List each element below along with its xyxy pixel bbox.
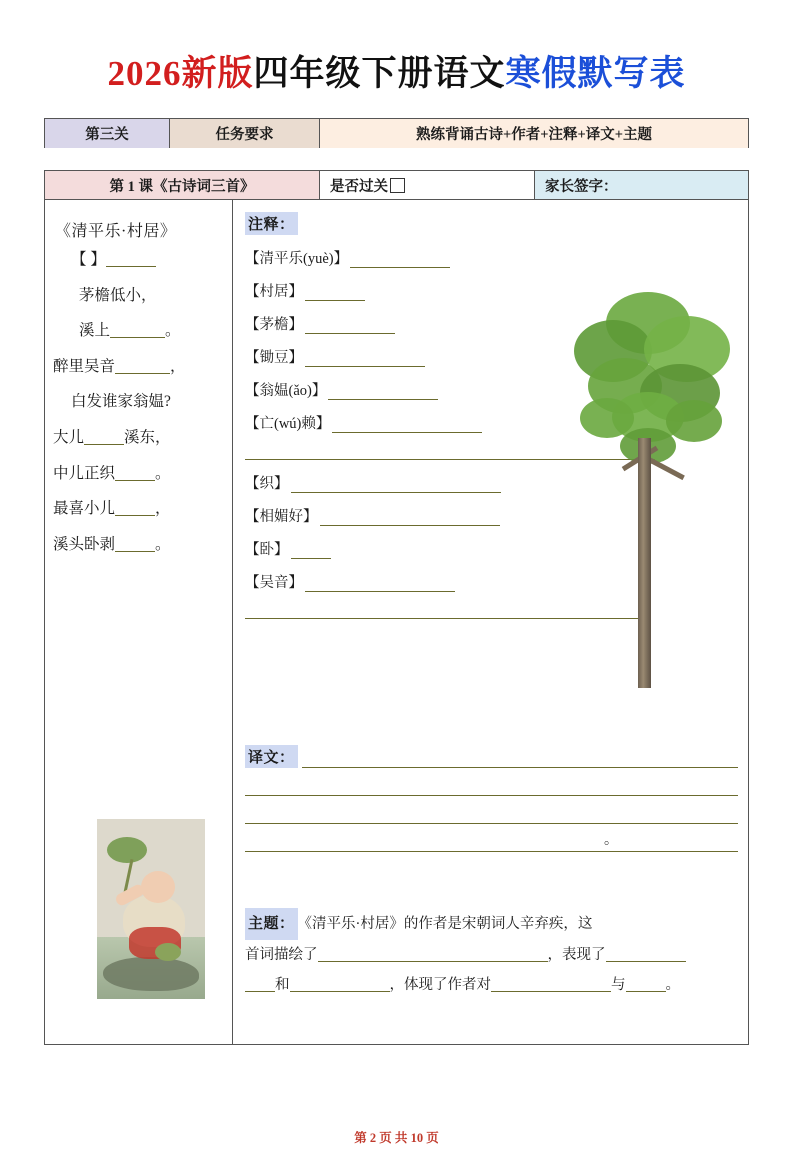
poem-line-8-end: ， [155, 500, 171, 518]
theme-text-7: 。 [665, 977, 680, 993]
note-term: 【亡(wú)赖】 [245, 416, 331, 432]
translation-blank[interactable] [302, 751, 738, 768]
theme-text-2: 首词描绘了 [245, 947, 318, 963]
poem-blank-4[interactable] [84, 444, 124, 445]
theme-label: 主题： [245, 908, 298, 940]
theme-text-6: 与 [611, 977, 626, 993]
theme-blank-5[interactable] [491, 991, 611, 992]
poem-line-8-text: 最喜小儿 [53, 500, 116, 518]
pass-checkbox[interactable] [390, 178, 405, 193]
theme-blank-1[interactable] [318, 961, 548, 962]
note-term: 【相媚好】 [245, 509, 318, 525]
theme-text-1: 《清平乐·村居》的作者是宋朝词人辛弃疾，这 [297, 916, 593, 932]
pass-label: 是否过关 [330, 178, 388, 195]
poem-blank-7[interactable] [115, 551, 155, 552]
poem-blank-3[interactable] [115, 373, 170, 374]
note-blank[interactable] [320, 510, 500, 526]
requirement-cell: 熟练背诵古诗+作者+注释+译文+主题 [320, 119, 748, 148]
theme-text-4: 和 [275, 977, 290, 993]
note-term: 【锄豆】 [245, 350, 303, 366]
note-blank[interactable] [332, 417, 482, 433]
note-blank[interactable] [305, 285, 365, 301]
note-term: 【织】 [245, 476, 289, 492]
poem-blank-2[interactable] [110, 337, 165, 338]
pass-cell [320, 171, 535, 199]
poem-line-6-text: 大儿 [53, 428, 85, 446]
note-term: 【茅檐】 [245, 317, 303, 333]
poem-line-1 [53, 251, 224, 270]
translation-section [245, 745, 738, 852]
page-footer [0, 1128, 793, 1146]
poem-line-3 [53, 322, 224, 341]
translation-blank[interactable] [245, 824, 738, 852]
poem-line-5-text: 白发谁家翁媪? [71, 393, 171, 411]
poem-line-4-text: 醉里吴音 [53, 357, 116, 375]
answer-column [233, 200, 748, 1044]
title-edition: 新版 [181, 54, 254, 93]
poem-line-4-end: ， [170, 357, 186, 375]
poem-line-2 [53, 287, 224, 306]
poem-blank-1[interactable] [106, 266, 156, 267]
task-cell: 任务要求 [170, 119, 320, 148]
poem-line-3-text: 溪上 [79, 322, 111, 340]
title-grade: 四年级下册语文 [253, 54, 506, 93]
page-title [0, 46, 793, 96]
note-blank[interactable] [291, 477, 501, 493]
poem-blank-6[interactable] [115, 515, 155, 516]
level-cell: 第三关 [45, 119, 170, 148]
worksheet-body [44, 200, 749, 1045]
note-blank[interactable] [305, 318, 395, 334]
note-term: 【清平乐(yuè)】 [245, 251, 349, 267]
notes-label: 注释： [245, 212, 298, 235]
note-term: 【翁媪(ǎo)】 [245, 383, 327, 399]
note-blank[interactable] [305, 351, 425, 367]
translation-blank[interactable] [245, 796, 738, 824]
poem-line-6 [53, 429, 224, 448]
baby-lotus-illustration [97, 819, 205, 999]
theme-text-3: ，表现了 [547, 947, 606, 963]
poem-title: 《清平乐·村居》 [55, 223, 177, 240]
note-term: 【卧】 [245, 542, 289, 558]
poem-column [45, 200, 233, 1044]
poem-line-7-text: 中儿正织 [53, 464, 116, 482]
lesson-cell: 第 1 课《古诗词三首》 [45, 171, 320, 199]
note-term: 【村居】 [245, 284, 303, 300]
title-year: 2026 [107, 54, 182, 93]
footer-prefix: 第 [354, 1131, 367, 1145]
note-blank[interactable] [305, 576, 455, 592]
poem-line-3-end: 。 [165, 322, 181, 340]
poem-line-2-text: 茅檐低小， [79, 286, 157, 304]
poem-line-6-mid: 溪东， [124, 428, 171, 446]
theme-blank-4[interactable] [290, 991, 390, 992]
note-blank[interactable] [291, 543, 331, 559]
theme-section [245, 908, 738, 1000]
translation-first-line [245, 745, 738, 768]
poem-line-8 [53, 500, 224, 519]
poem-line-7-end: 。 [155, 464, 171, 482]
note-blank[interactable] [328, 384, 438, 400]
poem-line-5 [53, 393, 224, 412]
worksheet-page [0, 46, 793, 1168]
theme-text-5: ，体现了作者对 [389, 977, 491, 993]
note-blank[interactable] [350, 252, 450, 268]
footer-total-pages: 10 [410, 1131, 424, 1145]
theme-blank-3[interactable] [245, 991, 275, 992]
header-row-2 [44, 170, 749, 200]
translation-label: 译文： [245, 745, 298, 768]
poem-line-9-text: 溪头卧剥 [53, 535, 116, 553]
theme-blank-6[interactable] [626, 991, 666, 992]
tree-illustration [560, 288, 740, 688]
translation-period: 。 [604, 833, 618, 848]
signature-cell: 家长签字： [535, 171, 748, 199]
note-row [245, 247, 738, 268]
translation-blank[interactable] [245, 768, 738, 796]
theme-blank-2[interactable] [606, 961, 686, 962]
footer-suffix: 页 [426, 1131, 439, 1145]
poem-blank-5[interactable] [115, 480, 155, 481]
header-row-1 [44, 118, 749, 148]
footer-page-number: 2 [369, 1131, 377, 1145]
poem-line-9-end: 。 [155, 535, 171, 553]
poem-line-1-text: 【 】 [71, 251, 106, 268]
note-term: 【吴音】 [245, 575, 303, 591]
title-subject: 寒假默写表 [505, 54, 686, 93]
poem-line-4 [53, 358, 224, 377]
poem-line-9 [53, 536, 224, 555]
footer-middle: 页 共 [379, 1131, 408, 1145]
poem-line-7 [53, 465, 224, 484]
